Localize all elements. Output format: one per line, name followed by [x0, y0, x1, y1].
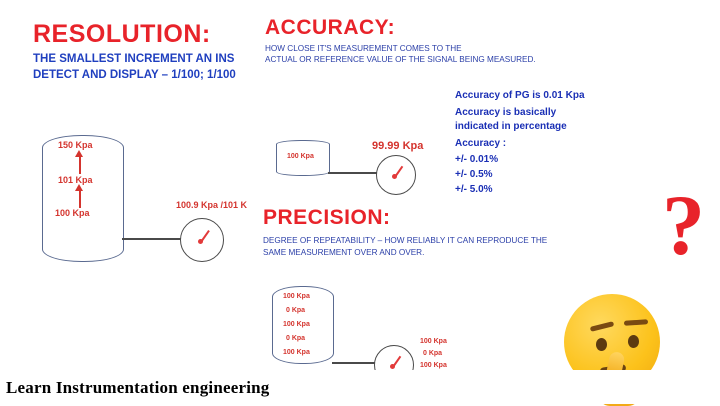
accuracy-vessel-label: 100 Kpa [287, 153, 314, 160]
resolution-gauge-hub [198, 239, 203, 244]
precision-body-line2: SAME MEASUREMENT OVER AND OVER. [263, 248, 425, 257]
precision-vessel-label-3: 0 Kpa [286, 335, 306, 342]
resolution-body-line1: THE SMALLEST INCREMENT AN INS [33, 53, 235, 65]
accuracy-heading: ACCURACY: [265, 16, 396, 39]
precision-heading: PRECISION: [263, 206, 391, 229]
precision-readout-2: 100 Kpa [420, 362, 447, 369]
accuracy-readout: 99.99 Kpa [372, 140, 424, 152]
emoji-eye-left [596, 338, 607, 351]
precision-vessel-label-1: 0 Kpa [286, 307, 306, 314]
precision-connector-line [332, 362, 380, 364]
accuracy-gauge-hub [392, 174, 397, 179]
resolution-arrow-head-upper [75, 150, 83, 157]
resolution-connector-line [122, 238, 182, 240]
precision-vessel-label-0: 100 Kpa [283, 293, 310, 300]
accuracy-note-5: +/- 0.5% [455, 169, 493, 180]
question-mark-icon: ? [662, 177, 705, 273]
precision-readout-0: 100 Kpa [420, 338, 447, 345]
accuracy-body-line1: HOW CLOSE IT'S MEASUREMENT COMES TO THE [265, 44, 462, 53]
resolution-vessel-label-1: 101 Kpa [58, 175, 93, 185]
precision-body-line1: DEGREE OF REPEATABILITY – HOW RELIABLY IT CAN REPRODUCE THE [263, 236, 548, 245]
accuracy-note-6: +/- 5.0% [455, 184, 493, 195]
resolution-arrow-head-lower [75, 184, 83, 191]
resolution-body-line2: DETECT AND DISPLAY – 1/100; 1/100 [33, 69, 236, 81]
accuracy-connector-line [328, 172, 378, 174]
accuracy-note-2: indicated in percentage [455, 121, 567, 132]
resolution-arrow-shaft-upper [79, 156, 81, 174]
accuracy-note-3: Accuracy : [455, 138, 507, 149]
accuracy-note-4: +/- 0.01% [455, 154, 499, 165]
resolution-heading: RESOLUTION: [33, 20, 211, 48]
accuracy-note-0: Accuracy of PG is 0.01 Kpa [455, 90, 585, 101]
resolution-gauge [180, 218, 224, 262]
emoji-eye-right [628, 335, 639, 348]
accuracy-body-line2: ACTUAL OR REFERENCE VALUE OF THE SIGNAL BEING MEASURED. [265, 55, 536, 64]
resolution-vessel [42, 135, 124, 262]
resolution-vessel-label-0: 150 Kpa [58, 140, 93, 150]
resolution-readout: 100.9 Kpa /101 K [176, 200, 248, 210]
precision-gauge-hub [390, 364, 395, 369]
brand-title: Learn Instrumentation engineering [6, 378, 270, 397]
accuracy-gauge [376, 155, 416, 195]
resolution-vessel-label-2: 100 Kpa [55, 208, 90, 218]
resolution-arrow-shaft-lower [79, 190, 81, 208]
precision-vessel-label-2: 100 Kpa [283, 321, 310, 328]
precision-vessel-label-4: 100 Kpa [283, 349, 310, 356]
accuracy-note-1: Accuracy is basically [455, 107, 557, 118]
precision-readout-1: 0 Kpa [423, 350, 443, 357]
